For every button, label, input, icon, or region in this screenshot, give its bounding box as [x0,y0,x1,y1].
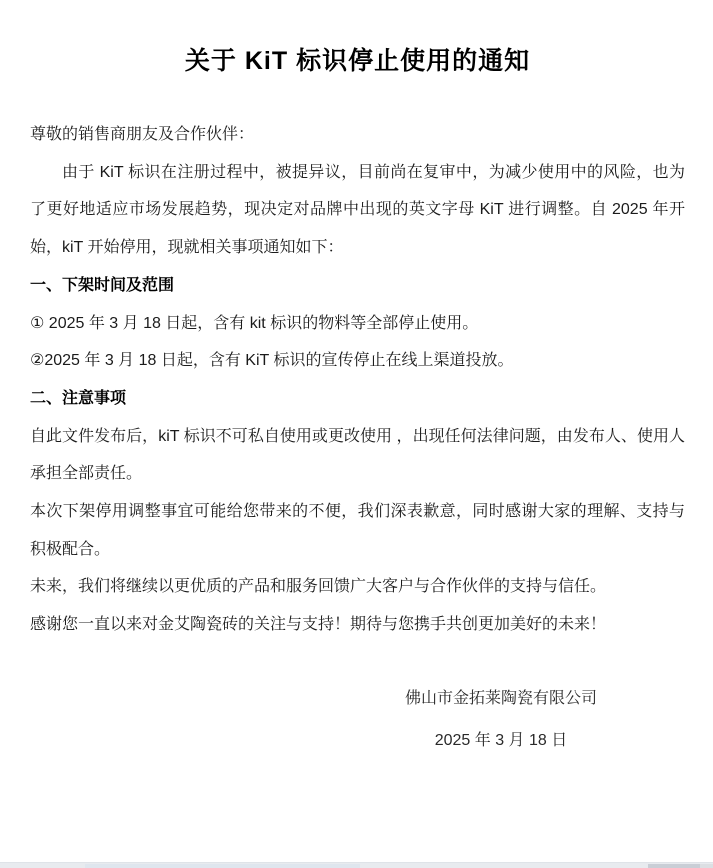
document-content [0,44,713,762]
intro-paragraph: 由于 KiT 标识在注册过程中，被提异议，目前尚在复审中，为减少使用中的风险，也为了更好地适应市场发展趋势，现决定对品牌中出现的英文字母 KiT 进行调整。自 2025 年开始，kiT 开始停用，现就相关事项通知如下： [30,163,685,257]
section-2-paragraph-2: 本次下架停用调整事宜可能给您带来的不便，我们深表歉意，同时感谢大家的理解、支持与积极配合。 [30,503,685,558]
section-2-paragraph-3: 未来，我们将继续以更优质的产品和服务回馈广大客户与合作伙伴的支持与信任。 [30,578,607,596]
scrollbar-thumb[interactable] [648,864,700,868]
signature-company: 佛山市金拓莱陶瓷有限公司 [404,689,597,707]
document-title: 关于 KiT 标识停止使用的通知 [184,47,531,75]
section-1-heading: 一、下架时间及范围 [30,276,175,294]
section-2-heading: 二、注意事项 [30,389,127,407]
signature-date: 2025 年 3 月 18 日 [434,731,568,749]
section-1-item-2: ②2025 年 3 月 18 日起，含有 KiT 标识的宣传停止在线上渠道投放。 [30,352,514,370]
horizontal-scrollbar[interactable] [0,862,713,868]
scrollbar-corner [700,864,713,868]
greeting-line: 尊敬的销售商朋友及合作伙伴： [30,126,255,143]
section-2-paragraph-1: 自此文件发布后，kiT 标识不可私自使用或更改使用 ，出现任何法律问题，由发布人、使用人承担全部责任。 [30,427,685,483]
scrollbar-track-tint [85,864,360,868]
signature-block [405,678,597,762]
section-1-item-1: ① 2025 年 3 月 18 日起，含有 kit 标识的物料等全部停止使用。 [30,314,479,332]
section-2-paragraph-4: 感谢您一直以来对金艾陶瓷砖的关注与支持！期待与您携手共创更加美好的未来！ [30,616,607,634]
